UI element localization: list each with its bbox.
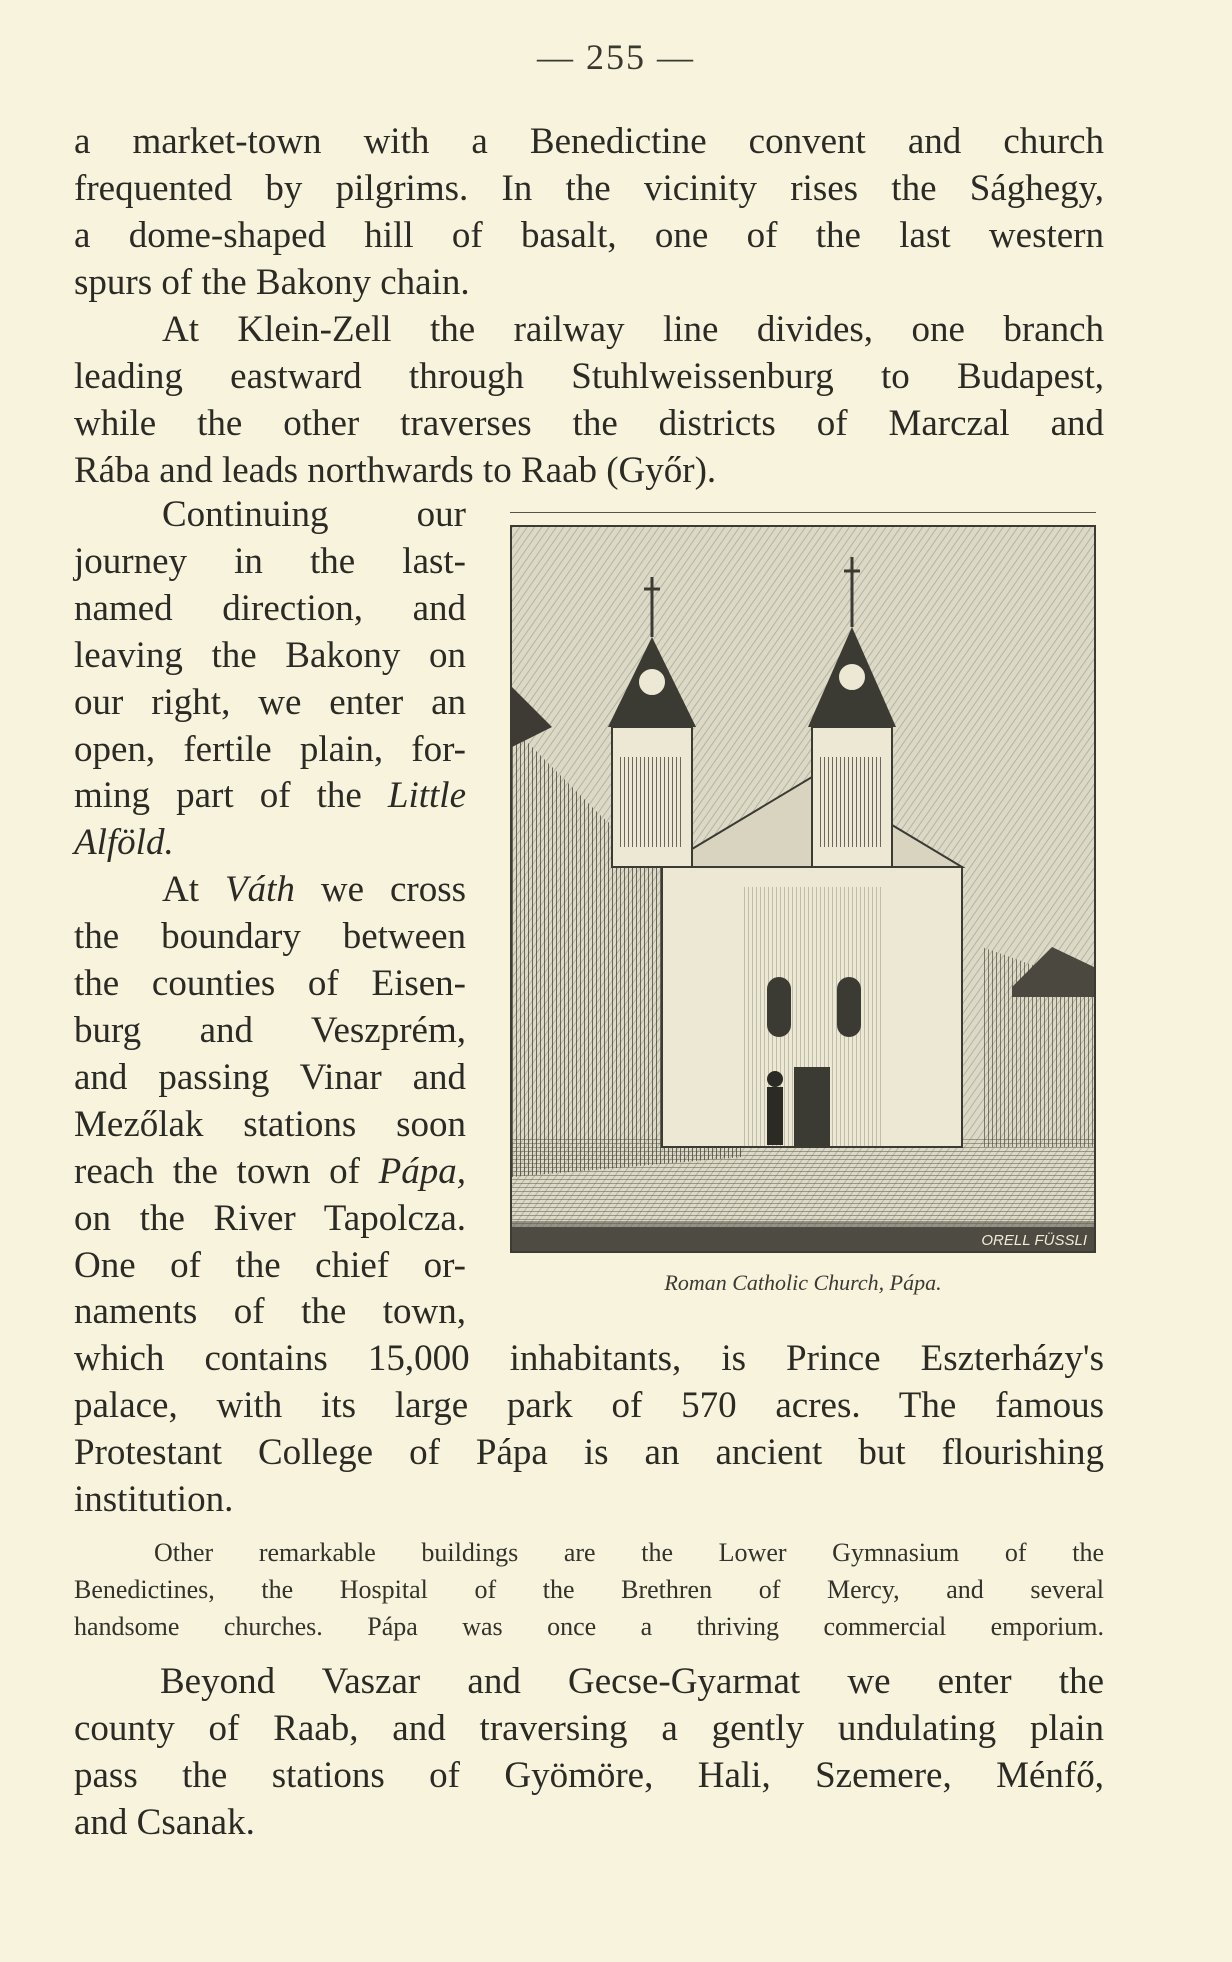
text-line: and passing Vinar and <box>74 1056 466 1098</box>
text-line: At Váth we cross <box>162 869 467 911</box>
text-line: Beyond Vaszar and Gecse-Gyarmat we enter the <box>160 1661 1104 1702</box>
text-line: palace, with its large park of 570 acres. The famous <box>74 1385 1104 1426</box>
paragraph-papa-continued <box>74 1335 1104 1523</box>
text-line: a market-town with a Benedictine convent and church <box>74 121 1104 162</box>
text-line: pass the stations of Gyömöre, Hali, Szemere, Ménfő, <box>74 1755 1104 1796</box>
text-line: a dome-shaped hill of basalt, one of the last western <box>74 215 1104 256</box>
text-line: At Klein-Zell the railway line divides, one branch <box>162 309 1104 350</box>
text-line: handsome churches. Pápa was once a thriving commercial emporium. <box>74 1612 1104 1641</box>
text-line: while the other traverses the districts of Marczal and <box>74 403 1104 444</box>
text-line: the counties of Eisen- <box>74 963 466 1005</box>
text-line: burg and Veszprém, <box>74 1009 466 1051</box>
church-engraving <box>510 525 1096 1253</box>
church-illustration <box>512 527 1094 1251</box>
text-line: reach the town of Pápa, <box>74 1150 466 1192</box>
wrapped-text-column <box>74 492 466 1336</box>
clock-icon <box>638 668 666 696</box>
text-line: named direction, and <box>74 587 466 629</box>
small-print-paragraph <box>74 1534 1104 1645</box>
text-line: on the River Tapolcza. <box>74 1197 466 1239</box>
text-line <box>74 820 466 867</box>
text-line: naments of the town, <box>74 1291 466 1333</box>
place-name: Alföld. <box>74 822 174 864</box>
text-line: our right, we enter an <box>74 681 466 723</box>
pedestrian-figure <box>767 1087 783 1145</box>
text-line: Protestant College of Pápa is an ancient but flourishing <box>74 1432 1104 1473</box>
text-line: Mezőlak stations soon <box>74 1103 466 1145</box>
place-name: Váth <box>224 869 295 911</box>
text-line: ming part of the Little <box>74 775 466 817</box>
text-line: institution. <box>74 1479 234 1520</box>
text-line: open, fertile plain, for- <box>74 728 466 770</box>
page-number: — 255 — <box>537 37 695 77</box>
text-line: which contains 15,000 inhabitants, is Prince Eszterházy's <box>74 1338 1104 1379</box>
paragraph-klein-zell <box>74 306 1104 494</box>
text-line: One of the chief or- <box>74 1244 466 1286</box>
text-line: Continuing our <box>162 494 466 535</box>
paragraph-continuing <box>74 492 466 867</box>
text-line: Rába and leads northwards to Raab (Győr). <box>74 450 717 491</box>
text-line: the boundary between <box>74 916 466 958</box>
paragraph-beyond-vaszar <box>74 1658 1104 1846</box>
engraver-signature: ORELL FÜSSLI <box>981 1232 1087 1249</box>
text-line: leaving the Bakony on <box>74 634 466 676</box>
clock-icon <box>838 663 866 691</box>
figure-top-rule <box>510 512 1096 513</box>
text-line: Benedictines, the Hospital of the Brethren of Mercy, and several <box>74 1575 1104 1604</box>
place-name: Pápa, <box>378 1150 466 1192</box>
figure-caption: Roman Catholic Church, Pápa. <box>664 1270 942 1295</box>
paragraph-market-town <box>74 118 1104 306</box>
place-name: Little <box>387 775 466 817</box>
text-line: leading eastward through Stuhlweissenburg to Budapest, <box>74 356 1104 397</box>
text-line: and Csanak. <box>74 1802 255 1843</box>
text-line: county of Raab, and traversing a gently undulating plain <box>74 1708 1104 1749</box>
paragraph-vath <box>74 867 466 1336</box>
text-line: Other remarkable buildings are the Lower Gymnasium of the <box>154 1538 1104 1567</box>
text-line: journey in the last- <box>74 540 466 582</box>
text-line: frequented by pilgrims. In the vicinity rises the Sághegy, <box>74 168 1104 209</box>
text-line: spurs of the Bakony chain. <box>74 262 470 303</box>
